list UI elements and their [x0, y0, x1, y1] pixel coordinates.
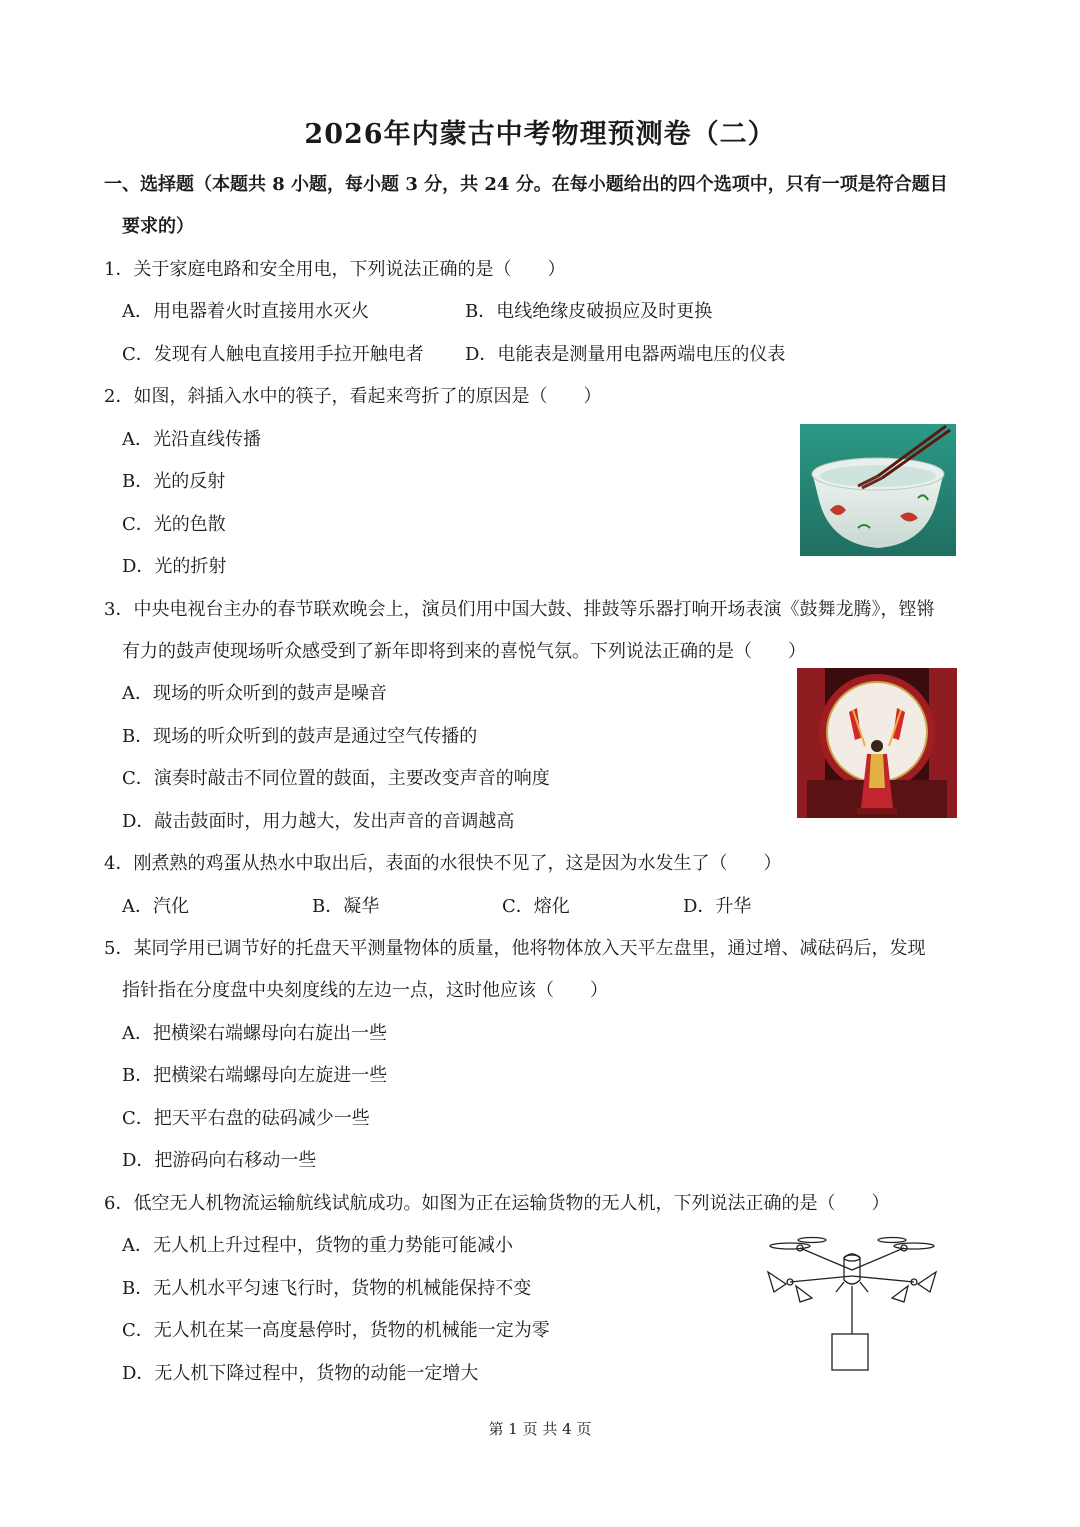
question-1-option-d: D．电能表是测量用电器两端电压的仪表 — [465, 344, 786, 365]
question-1-stem: 1．关于家庭电路和安全用电，下列说法正确的是（ ） — [104, 259, 566, 280]
question-4-option-d: D．升华 — [683, 896, 752, 917]
drone-carrying-cargo-diagram — [760, 1232, 944, 1372]
question-3-stem-cont: 有力的鼓声使现场听众感受到了新年即将到来的喜悦气氛。下列说法正确的是（ ） — [122, 641, 806, 662]
page-footer: 第 1 页 共 4 页 — [488, 1420, 592, 1438]
question-3-option-a: A．现场的听众听到的鼓声是噪音 — [122, 683, 387, 704]
question-2-option-d: D．光的折射 — [122, 556, 227, 577]
question-6-option-b: B．无人机水平匀速飞行时，货物的机械能保持不变 — [122, 1278, 532, 1299]
question-3-option-b: B．现场的听众听到的鼓声是通过空气传播的 — [122, 726, 478, 747]
section-heading-cont: 要求的） — [122, 216, 194, 237]
question-2-option-a: A．光沿直线传播 — [122, 429, 261, 450]
question-2-stem: 2．如图，斜插入水中的筷子，看起来弯折了的原因是（ ） — [104, 386, 602, 407]
question-4-option-b: B．凝华 — [312, 896, 380, 917]
question-2-option-b: B．光的反射 — [122, 471, 226, 492]
question-5-option-b: B．把横梁右端螺母向左旋进一些 — [122, 1065, 388, 1086]
question-6-stem: 6．低空无人机物流运输航线试航成功。如图为正在运输货物的无人机，下列说法正确的是（ ） — [104, 1193, 890, 1214]
question-4-option-c: C．熔化 — [502, 896, 570, 917]
question-5-option-a: A．把横梁右端螺母向右旋出一些 — [122, 1023, 387, 1044]
question-1-option-c: C．发现有人触电直接用手拉开触电者 — [122, 344, 424, 365]
section-heading: 一、选择题（本题共 8 小题，每小题 3 分，共 24 分。在每小题给出的四个选项中，只有一项是符合题目 — [104, 174, 948, 195]
page-title: 2026年内蒙古中考物理预测卷（二） — [304, 119, 776, 150]
question-3-stem: 3．中央电视台主办的春节联欢晚会上，演员们用中国大鼓、排鼓等乐器打响开场表演《鼓舞龙腾》，铿锵 — [104, 599, 935, 620]
question-6-option-a: A．无人机上升过程中，货物的重力势能可能减小 — [122, 1235, 513, 1256]
question-1-option-a: A．用电器着火时直接用水灭火 — [122, 301, 369, 322]
question-6-option-d: D．无人机下降过程中，货物的动能一定增大 — [122, 1363, 479, 1384]
question-5-option-d: D．把游码向右移动一些 — [122, 1150, 317, 1171]
question-2-option-c: C．光的色散 — [122, 514, 226, 535]
question-6-option-c: C．无人机在某一高度悬停时，货物的机械能一定为零 — [122, 1320, 550, 1341]
drum-performance-image — [797, 668, 957, 818]
question-4-stem: 4．刚煮熟的鸡蛋从热水中取出后，表面的水很快不见了，这是因为水发生了（ ） — [104, 853, 782, 874]
question-5-stem-cont: 指针指在分度盘中央刻度线的左边一点，这时他应该（ ） — [122, 980, 608, 1001]
question-3-option-d: D．敲击鼓面时，用力越大，发出声音的音调越高 — [122, 811, 515, 832]
question-1-option-b: B．电线绝缘皮破损应及时更换 — [465, 301, 713, 322]
question-5-stem: 5．某同学用已调节好的托盘天平测量物体的质量，他将物体放入天平左盘里，通过增、减砝码后，发现 — [104, 938, 926, 959]
chopsticks-in-bowl-image — [800, 424, 956, 556]
question-3-option-c: C．演奏时敲击不同位置的鼓面，主要改变声音的响度 — [122, 768, 550, 789]
question-5-option-c: C．把天平右盘的砝码减少一些 — [122, 1108, 370, 1129]
question-4-option-a: A．汽化 — [122, 896, 189, 917]
